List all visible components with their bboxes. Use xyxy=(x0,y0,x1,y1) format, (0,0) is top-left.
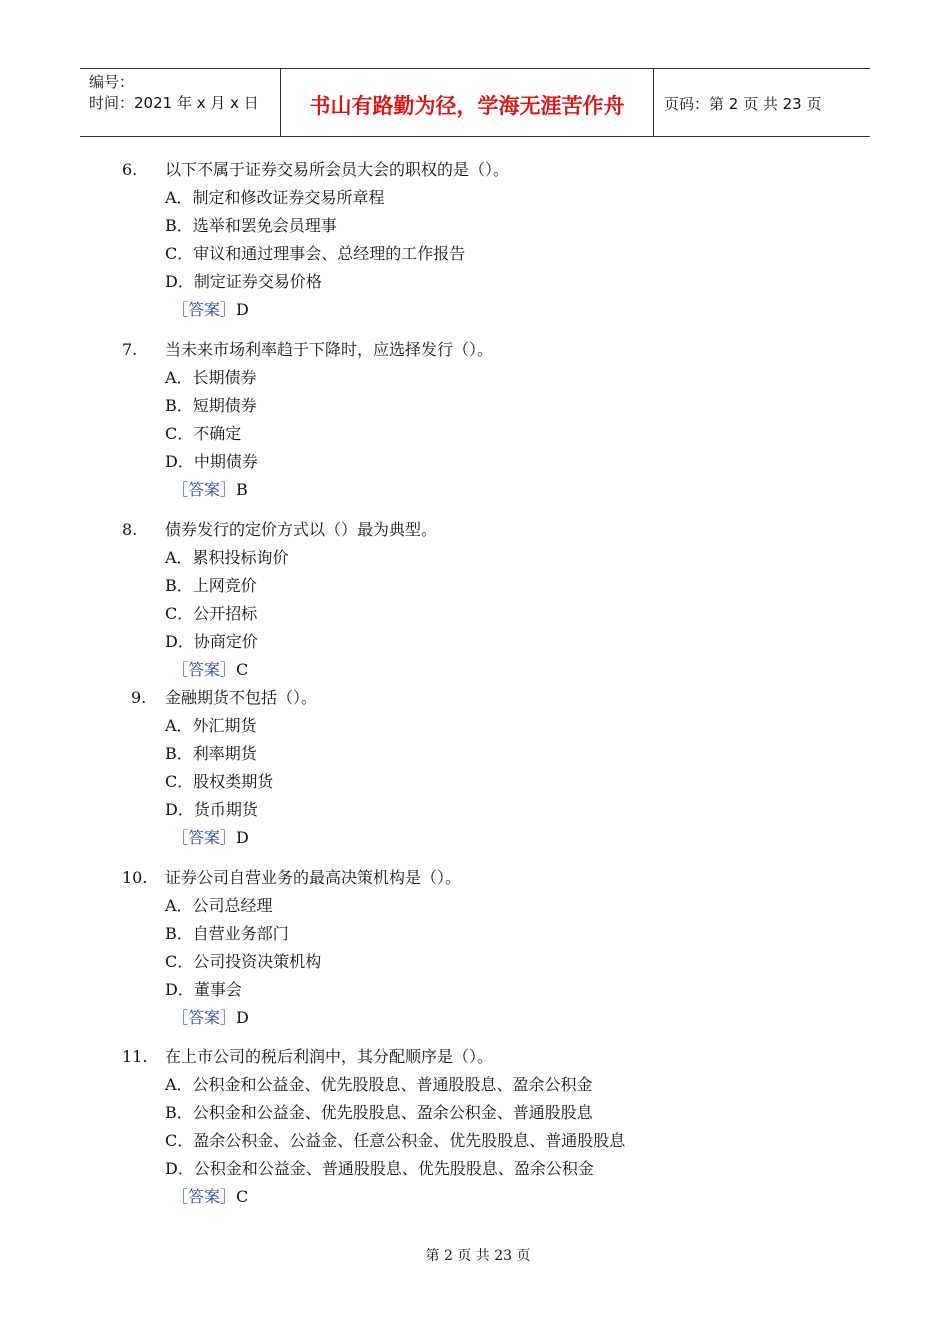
option-d: D．董事会 xyxy=(165,980,242,999)
option-b: B．选举和罢免会员理事 xyxy=(165,216,337,235)
question-8 xyxy=(0,516,950,684)
option-a: A．公积金和公益金、优先股股息、普通股股息、盈余公积金 xyxy=(165,1075,593,1094)
header-page-info: 页码：第 2 页 共 23 页 xyxy=(664,95,822,113)
answer-label: ［答案］ xyxy=(172,480,237,499)
option-a: A．长期债券 xyxy=(165,368,257,387)
answer-value: D xyxy=(236,300,249,319)
question-7 xyxy=(0,336,950,504)
answer-value: C xyxy=(236,1187,249,1206)
answer-value: D xyxy=(236,828,249,847)
option-d: D．制定证券交易价格 xyxy=(165,272,322,291)
question-number: 10. xyxy=(122,868,148,887)
header-meta xyxy=(80,69,281,136)
answer xyxy=(172,476,248,504)
option-c: C．公司投资决策机构 xyxy=(165,952,322,971)
question-text: 以下不属于证券交易所会员大会的职权的是（）。 xyxy=(165,160,510,179)
question-text: 债券发行的定价方式以（）最为典型。 xyxy=(165,520,438,539)
option-d: D．中期债券 xyxy=(165,452,258,471)
option-d: D．协商定价 xyxy=(165,632,258,651)
page-header xyxy=(80,68,870,137)
answer xyxy=(172,656,248,684)
question-number: 11. xyxy=(122,1047,148,1066)
option-d: D．公积金和公益金、普通股股息、优先股股息、盈余公积金 xyxy=(165,1159,594,1178)
option-a: A．制定和修改证券交易所章程 xyxy=(165,188,385,207)
answer-label: ［答案］ xyxy=(172,1008,237,1027)
question-number: 6. xyxy=(122,160,138,179)
answer-value: D xyxy=(236,1008,249,1027)
option-b: B．短期债券 xyxy=(165,396,257,415)
answer xyxy=(172,1183,248,1211)
answer-label: ［答案］ xyxy=(172,1187,237,1206)
question-text: 金融期货不包括（）。 xyxy=(165,688,318,707)
answer-label: ［答案］ xyxy=(172,300,237,319)
header-motto: 书山有路勤为径，学海无涯苦作舟 xyxy=(281,69,654,136)
question-number: 7. xyxy=(122,340,138,359)
question-text: 当未来市场利率趋于下降时，应选择发行（）。 xyxy=(165,340,494,359)
option-c: C．不确定 xyxy=(165,424,242,443)
option-d: D．货币期货 xyxy=(165,800,258,819)
option-c: C．盈余公积金、公益金、任意公积金、优先股股息、普通股股息 xyxy=(165,1131,626,1150)
option-b: B．公积金和公益金、优先股股息、盈余公积金、普通股股息 xyxy=(165,1103,593,1122)
page-footer: 第 2 页 共 23 页 xyxy=(425,1248,531,1264)
answer-label: ［答案］ xyxy=(172,828,237,847)
answer xyxy=(172,824,249,852)
answer xyxy=(172,1004,249,1032)
option-c: C．股权类期货 xyxy=(165,772,274,791)
option-a: A．公司总经理 xyxy=(165,896,273,915)
answer xyxy=(172,296,249,324)
option-c: C．公开招标 xyxy=(165,604,258,623)
question-9 xyxy=(0,684,950,852)
option-b: B．自营业务部门 xyxy=(165,924,289,943)
option-a: A．累积投标询价 xyxy=(165,548,289,567)
answer-value: C xyxy=(236,660,249,679)
question-text: 在上市公司的税后利润中，其分配顺序是（）。 xyxy=(165,1047,494,1066)
answer-value: B xyxy=(236,480,248,499)
answer-label: ［答案］ xyxy=(172,660,237,679)
question-11 xyxy=(0,1043,950,1211)
time-label: 时间：2021 年 x 月 x 日 xyxy=(89,94,259,112)
option-a: A．外汇期货 xyxy=(165,716,257,735)
option-c: C．审议和通过理事会、总经理的工作报告 xyxy=(165,244,466,263)
question-number: 8. xyxy=(122,520,138,539)
option-b: B．上网竞价 xyxy=(165,576,257,595)
question-6 xyxy=(0,156,950,324)
question-number: 9. xyxy=(131,688,147,707)
option-b: B．利率期货 xyxy=(165,744,257,763)
question-10 xyxy=(0,864,950,1032)
number-label: 编号： xyxy=(89,73,135,91)
question-text: 证券公司自营业务的最高决策机构是（）。 xyxy=(165,868,462,887)
